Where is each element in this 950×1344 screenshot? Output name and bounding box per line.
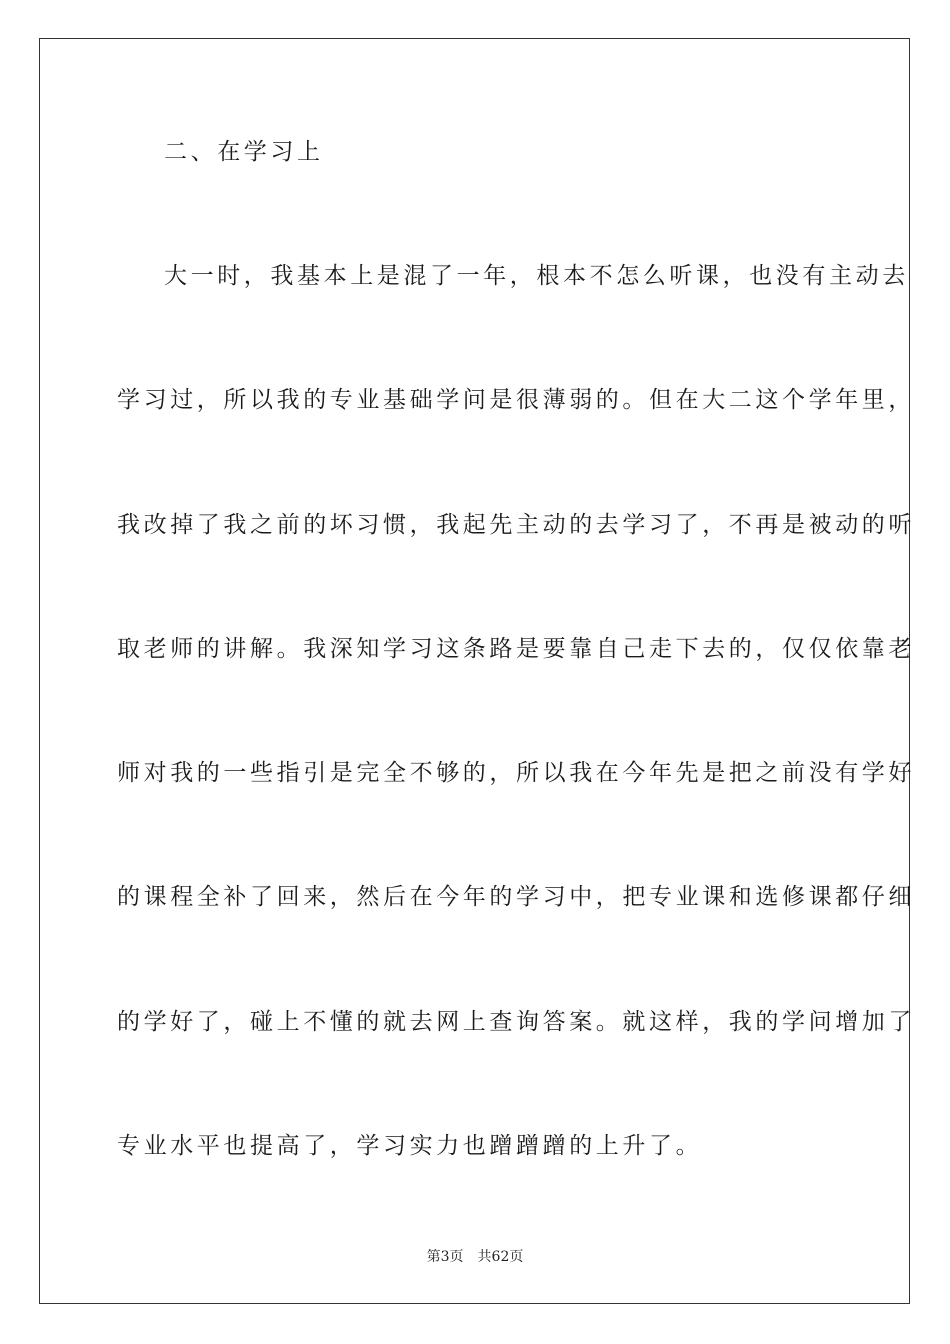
paragraph-line: 师对我的一些指引是完全不够的，所以我在今年先是把之前没有学好 [117,760,915,786]
page-frame [39,38,915,1304]
section-heading: 二、在学习上 [164,139,324,165]
page-footer [0,1248,950,1266]
page-total: 共62页 [477,1249,524,1265]
paragraph-line: 专业水平也提高了，学习实力也蹭蹭蹭的上升了。 [117,1133,703,1159]
paragraph-line: 学习过，所以我的专业基础学问是很薄弱的。但在大二这个学年里， [117,387,915,413]
paragraph-line: 的课程全补了回来，然后在今年的学习中，把专业课和选修课都仔细 [117,884,915,910]
page-number: 第3页 [426,1249,464,1265]
paragraph-line: 我改掉了我之前的坏习惯，我起先主动的去学习了，不再是被动的听 [117,512,915,538]
paragraph-line: 的学好了，碰上不懂的就去网上查询答案。就这样，我的学问增加了 [117,1009,915,1035]
paragraph-line: 取老师的讲解。我深知学习这条路是要靠自己走下去的，仅仅依靠老 [117,636,915,662]
paragraph-line: 大一时，我基本上是混了一年，根本不怎么听课，也没有主动去 [164,263,909,289]
